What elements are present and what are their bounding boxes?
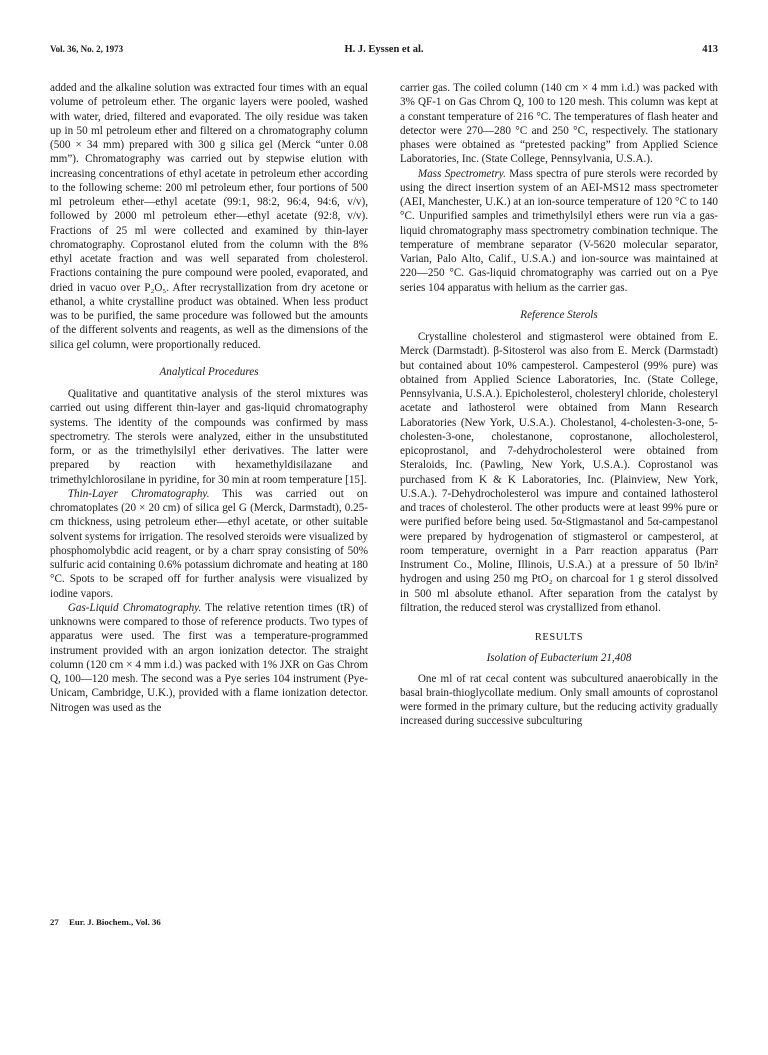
glc-text: The relative retention times (tR) of unknowns were compared to those of reference products. Two types of apparatus were used. The first was a temperature-programmed instrument provided with an argon ionization detector. The straight column (120 cm × 4 mm i.d.) was packed with 1% JXR on Gas Chrom Q, 100—120 mesh. The second was a Pye series 104 instrument (Pye-Unicam, Cambridge, U.K.), provided with a flame ionization detector. Nitrogen was used as the (50, 601, 368, 714)
section-heading-reference: Reference Sterols (520, 308, 598, 321)
right-column (400, 81, 718, 729)
footer-index: 27 (50, 917, 59, 927)
author-header: H. J. Eyssen et al. (344, 44, 424, 55)
paragraph-isolation: One ml of rat cecal content was subcultured anaerobically in the basal brain-thioglycollate medium. Only small amounts of coprostanol were formed in the primary culture, but the reducing activity gradually increased during successive subculturing (400, 672, 718, 728)
paragraph-analysis: Qualitative and quantitative analysis of the sterol mixtures was carried out using different thin-layer and gas-liquid chromatography systems. The identity of the compounds was confirmed by mass spectrometry. The sterols were analyzed, either in the unsubstituted form, or as the trimethylsilyl ether derivatives. The latter were prepared by reaction with hexamethyldisilazane and trimethylchlorosilane in pyridine, for 30 min at room temperature [15]. (50, 388, 368, 486)
paragraph-tlc (50, 487, 368, 601)
paragraph-mass-spec (400, 167, 718, 295)
page-number: 413 (702, 44, 718, 55)
paragraph-reference-sterols: Crystalline cholesterol and stigmasterol were obtained from E. Merck (Darmstadt). β-Sitosterol was also from E. Merck (Darmstadt) but contained about 10% campesterol. Campesterol (99% pure) was obtained from Applied Science Laboratories, Inc. (State College, Pennsylvania, U.S.A.). Epicholesterol, cholesteryl chloride, cholesteryl acetate and lathosterol were obtained from Mann Research Laboratories (New York, U.S.A.). Cholestanol, 4-cholesten-3-one, 5-cholesten-3-one, cholestanone, coprostanone, allocholesterol, epicoprostanol, and 7-dehydrocholesterol were obtained from Steraloids, Inc. (Pawling, New York, U.S.A.). Coprostanol was purchased from K & K Laboratories, Inc. (Plainview, New York, U.S.A.). 7-Dehydrocholesterol was impure and contained lathosterol and traces of cholesterol. The other products were at least 99% pure or were purified before being used. 5α-Stigmastanol and 5α-campestanol were prepared by hydrogenation of stigmasterol or campesterol, at room temperature, overnight in a Parr reaction apparatus (Parr Instrument Co., Moline, Illinois, U.S.A.) at a pressure of 50 lb/in² hydrogen and using 250 mg PtO₂ on charcoal for 1 g sterol dissolved in 500 ml absolute ethanol. After separation from the catalyst by filtration, the reduced sterol was crystallized from ethanol. (400, 331, 718, 614)
footer-journal: Eur. J. Biochem., Vol. 36 (69, 917, 161, 927)
page-footer (50, 917, 368, 927)
volume-issue: Vol. 36, No. 2, 1973 (50, 44, 124, 54)
paragraph-extraction: added and the alkaline solution was extracted four times with an equal volume of petroleum ether. The organic layers were pooled, washed with water, dried, filtered and evaporated. The oily residue was taken up in 50 ml petroleum ether and filtered on a chromatography column (500 × 34 mm) prepared with 300 g silica gel (Merck “unter 0.08 mm”). Chromatography was carried out by stepwise elution with increasing concentrations of ethyl acetate in petroleum ether according to the following scheme: 200 ml petroleum ether, four portions of 500 ml petroleum ether—ethyl acetate (99:1, 98:2, 96:4, 94:6, v/v), followed by 2000 ml petroleum ether—ethyl acetate (92:8, v/v). Fractions of 25 ml were collected and examined by thin-layer chromatography. Coprostanol eluted from the column with the 8% ethyl acetate fraction and was well separated from cholesterol. Fractions containing the pure compound were pooled, evaporated, and dried in vacuo over P₂O₅. After recrystallization from dry acetone or ethanol, a white crystalline product was obtained. When less product was to be purified, the same procedure was followed but the amounts of the different solvents and reagents, as well as the dimensions of the silica gel column, were proportionally reduced. (50, 82, 368, 351)
paragraph-carrier-gas: carrier gas. The coiled column (140 cm × 4 mm i.d.) was packed with 3% QF-1 on Gas Chrom Q, 100 to 120 mesh. This column was kept at a constant temperature of 216 °C. The temperatures of flash heater and detector were 270—280 °C and 250 °C, respectively. The stationary phases were obtained as “pretested packing” from Applied Science Laboratories, Inc. (State College, Pennsylvania, U.S.A.). (400, 82, 718, 166)
section-heading-results: RESULTS (534, 632, 584, 643)
runin-heading-tlc: Thin-Layer Chromatography. (67, 487, 210, 500)
section-heading-analytical: Analytical Procedures (159, 365, 259, 378)
left-column (50, 81, 368, 715)
runin-heading-ms: Mass Spectrometry. (417, 167, 506, 180)
tlc-text: This was carried out on chromatoplates (20 × 20 cm) of silica gel G (Merck, Darmstadt), 0.25-cm thickness, using petroleum ether—ethyl acetate, or other suitable solvent systems for irrigation. The resolved steroids were visualized by phosphomolybdic acid reagent, or by a charr spray consisting of 50% sulfuric acid containing 0.6% potassium dichromate and heating at 180 °C. Spots to be scraped off for further analysis were visualized by iodine vapors. (50, 487, 368, 600)
paragraph-glc (50, 601, 368, 715)
running-head (50, 44, 718, 60)
ms-text: Mass spectra of pure sterols were recorded by using the direct insertion system of an AEI-MS12 mass spectrometer (AEI, Manchester, U.K.) at an ion-source temperature of 120 °C to 140 °C. Unpurified samples and trimethylsilyl ethers were run via a gas-liquid chromatography mass spectrometry combination technique. The temperature of membrane separator (V-5620 molecular separator, Varian, Palo Alto, Calif., U.S.A.) and ion-source was maintained at 220—250 °C. Gas-liquid chromatography was carried out on a Pye series 104 apparatus with helium as the carrier gas. (400, 167, 718, 294)
subsection-heading-isolation: Isolation of Eubacterium 21,408 (486, 652, 632, 665)
runin-heading-glc: Gas-Liquid Chromatography. (67, 601, 202, 614)
